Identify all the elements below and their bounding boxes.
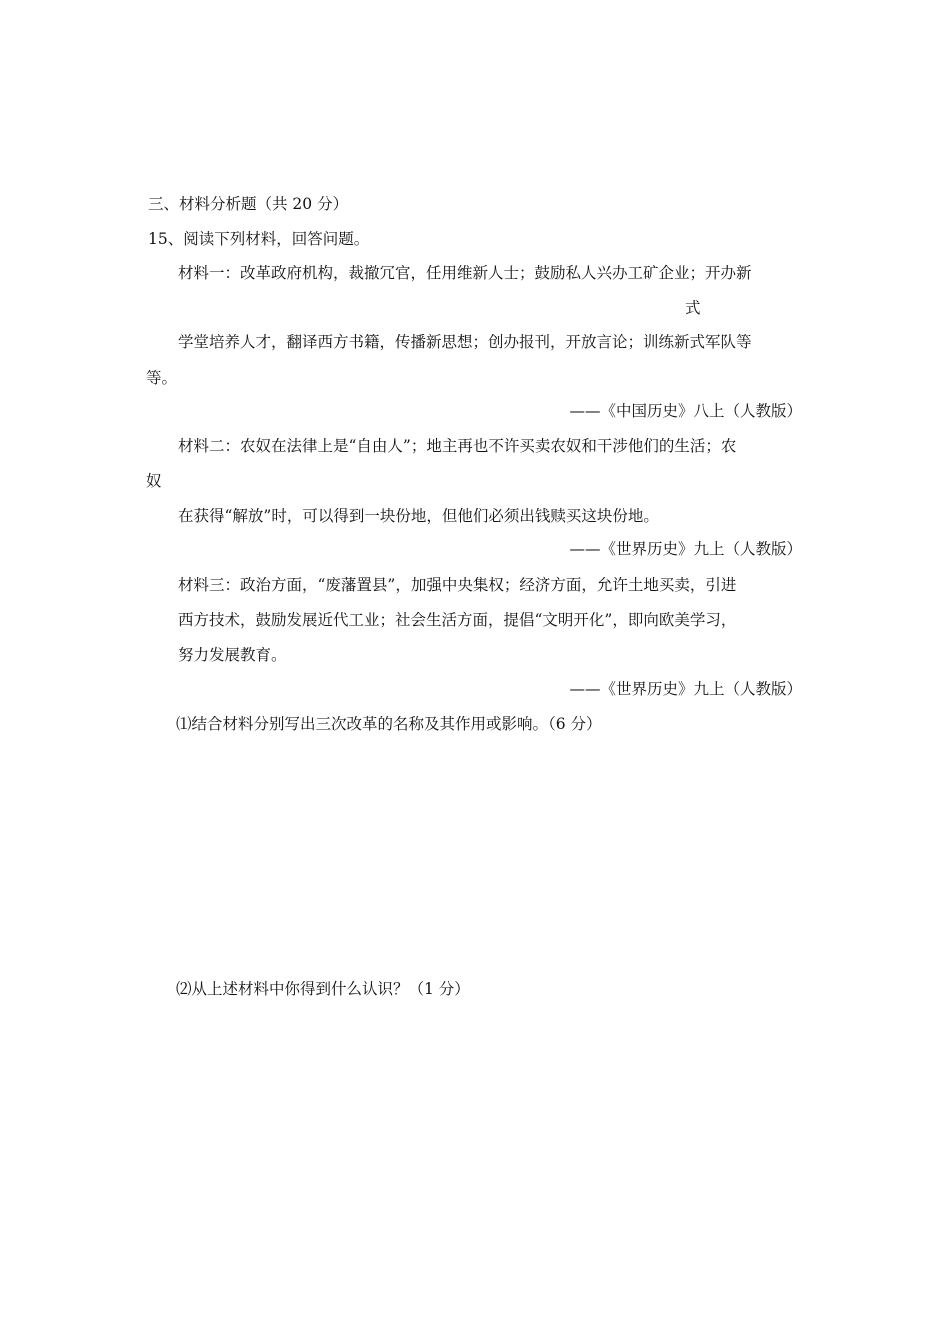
material-2-line-2: 在获得“解放”时，可以得到一块份地，但他们必须出钱赎买这块份地。: [178, 507, 659, 525]
material-3-line-3: 努力发展教育。: [178, 646, 287, 664]
material-1-line-2-wrap: 等。: [146, 369, 178, 387]
material-3-line-2: 西方技术，鼓励发展近代工业；社会生活方面，提倡“文明开化”，即向欧美学习，: [178, 611, 737, 629]
material-2-source: ——《世界历史》九上（人教版）: [569, 540, 802, 558]
material-1-source: ——《中国历史》八上（人教版）: [569, 402, 802, 420]
section-heading: 三、材料分析题（共 20 分）: [148, 195, 349, 213]
material-2-line-1: 材料二：农奴在法律上是“自由人”；地主再也不许买卖农奴和干涉他们的生活；农: [178, 437, 737, 455]
material-2-line-1-wrap: 奴: [146, 472, 162, 490]
material-1-line-2: 学堂培养人才，翻译西方书籍，传播新思想；创办报刊，开放言论；训练新式军队等: [178, 333, 752, 351]
question-prompt: 15、阅读下列材料，回答问题。: [148, 230, 370, 248]
material-1-line-1: 材料一：改革政府机构，裁撤冗官，任用维新人士；鼓励私人兴办工矿企业；开办新: [178, 264, 752, 282]
sub-question-2: ⑵从上述材料中你得到什么认识？（1 分）: [176, 980, 470, 998]
material-3-line-1: 材料三：政治方面，“废藩置县”，加强中央集权；经济方面，允许土地买卖，引进: [178, 576, 737, 594]
sub-question-1: ⑴结合材料分别写出三次改革的名称及其作用或影响。（6 分）: [176, 715, 602, 733]
material-3-source: ——《世界历史》九上（人教版）: [569, 680, 802, 698]
material-1-line-1-wrap: 式: [685, 299, 701, 317]
